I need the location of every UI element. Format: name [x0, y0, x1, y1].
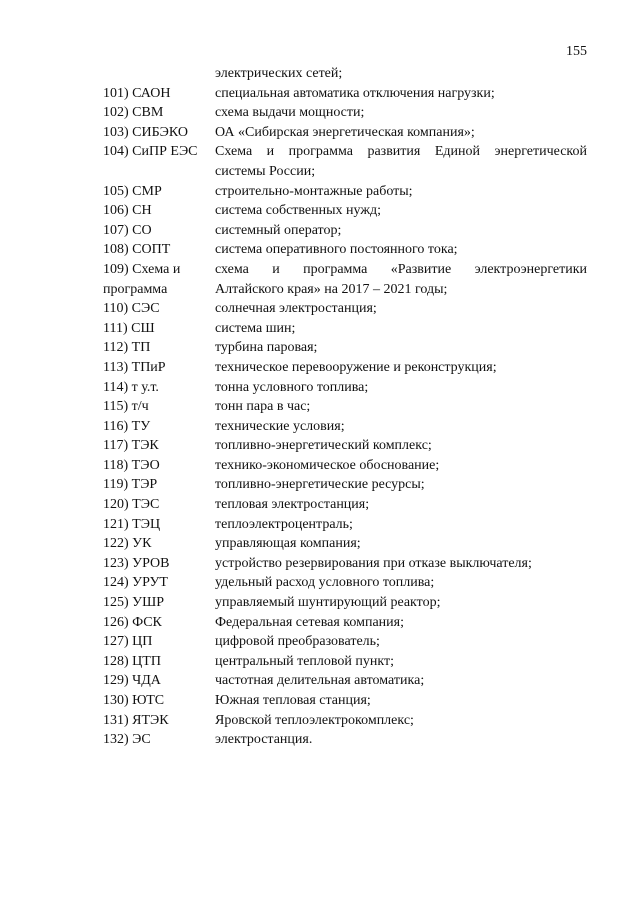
definition-line: Южная тепловая станция;	[215, 693, 371, 708]
abbreviation-definition	[215, 338, 587, 358]
abbreviation-definition	[215, 201, 587, 221]
abbreviation-term-line: 102) СВМ	[103, 105, 164, 121]
abbreviation-term	[103, 730, 215, 750]
abbreviation-term	[103, 182, 215, 202]
abbreviation-entry	[103, 613, 587, 633]
abbreviation-entry	[103, 417, 587, 437]
abbreviation-term-line: 109) Схема и	[103, 261, 181, 277]
continuation-text: электрических сетей;	[215, 66, 343, 81]
abbreviation-definition	[215, 632, 587, 652]
definition-line: система шин;	[215, 320, 296, 336]
abbreviation-term-line: 111) СШ	[103, 320, 155, 336]
definition-line: центральный тепловой пункт;	[215, 653, 395, 669]
definition-line: система оперативного постоянного тока;	[215, 242, 458, 258]
abbreviation-definition	[215, 397, 587, 417]
abbreviation-term-line: 127) ЦП	[103, 634, 153, 650]
abbreviation-entry	[103, 691, 587, 711]
abbreviation-definition	[215, 495, 587, 515]
abbreviation-term-line: 107) СО	[103, 222, 152, 238]
definition-line: устройство резервирования при отказе выключателя;	[215, 555, 532, 571]
definition-line: тепловая электростанция;	[215, 497, 370, 513]
abbreviation-term	[103, 319, 215, 339]
definition-line: удельный расход условного топлива;	[215, 575, 435, 591]
abbreviation-entry	[103, 730, 587, 750]
abbreviation-definition	[215, 221, 587, 241]
abbreviation-term	[103, 671, 215, 691]
abbreviation-term-line: 118) ТЭО	[103, 457, 160, 473]
abbreviation-term-line: 113) ТПиР	[103, 359, 166, 375]
abbreviation-entry	[103, 299, 587, 319]
abbreviation-definition	[215, 730, 587, 750]
abbreviation-definition	[215, 84, 587, 104]
abbreviation-term-line: 106) СН	[103, 203, 152, 219]
abbreviation-term-line: 126) ФСК	[103, 614, 162, 630]
definition-line: схема и программа «Развитие электроэнергетики	[215, 261, 587, 277]
page-number: 155	[566, 44, 587, 59]
abbreviation-definition	[215, 299, 587, 319]
abbreviation-entry	[103, 182, 587, 202]
abbreviation-term	[103, 417, 215, 437]
definition-line: система собственных нужд;	[215, 203, 382, 219]
abbreviation-entry	[103, 338, 587, 358]
abbreviation-term-line: 110) СЭС	[103, 301, 160, 317]
definition-line: частотная делительная автоматика;	[215, 673, 425, 689]
abbreviation-entry	[103, 593, 587, 613]
abbreviation-term	[103, 338, 215, 358]
definition-line: ОА «Сибирская энергетическая компания»;	[215, 124, 475, 140]
definition-line: тонн пара в час;	[215, 399, 311, 415]
abbreviation-definition	[215, 240, 587, 260]
abbreviation-term-line: 103) СИБЭКО	[103, 124, 188, 140]
abbreviation-term	[103, 103, 215, 123]
abbreviation-definition	[215, 671, 587, 691]
definition-line: теплоэлектроцентраль;	[215, 516, 353, 532]
definition-line: управляемый шунтирующий реактор;	[215, 595, 441, 611]
abbreviation-term-line: 101) САОН	[103, 85, 171, 101]
abbreviation-term	[103, 573, 215, 593]
abbreviation-entry	[103, 319, 587, 339]
abbreviation-list	[103, 64, 587, 750]
abbreviation-definition	[215, 378, 587, 398]
abbreviation-term-line: 124) УРУТ	[103, 575, 168, 591]
definition-line: системы России;	[215, 163, 316, 179]
definition-line: тонна условного топлива;	[215, 379, 369, 395]
abbreviation-term	[103, 554, 215, 574]
abbreviation-definition	[215, 691, 587, 711]
abbreviation-term	[103, 397, 215, 417]
abbreviation-term-line: 104) СиПР ЕЭС	[103, 144, 198, 160]
definition-line: электростанция.	[215, 732, 313, 748]
abbreviation-term-line: 115) т/ч	[103, 399, 149, 415]
abbreviation-definition	[215, 123, 587, 143]
abbreviation-entry	[103, 671, 587, 691]
abbreviation-term	[103, 711, 215, 731]
continuation-line	[103, 64, 587, 84]
abbreviation-entry	[103, 573, 587, 593]
definition-line: Схема и программа развития Единой энергетической	[215, 144, 587, 160]
abbreviation-definition	[215, 456, 587, 476]
definition-line: технико-экономическое обоснование;	[215, 457, 440, 473]
abbreviation-term	[103, 201, 215, 221]
abbreviation-entry	[103, 475, 587, 495]
definition-line: Федеральная сетевая компания;	[215, 614, 404, 630]
abbreviation-definition	[215, 711, 587, 731]
abbreviation-term	[103, 358, 215, 378]
definition-line: управляющая компания;	[215, 536, 361, 552]
abbreviation-entry	[103, 240, 587, 260]
abbreviation-term-line: 128) ЦТП	[103, 653, 161, 669]
definition-line: техническое перевооружение и реконструкция;	[215, 359, 497, 375]
abbreviation-term	[103, 475, 215, 495]
definition-line: топливно-энергетический комплекс;	[215, 438, 432, 454]
abbreviation-entry	[103, 397, 587, 417]
abbreviation-entry	[103, 201, 587, 221]
abbreviation-term-line: 117) ТЭК	[103, 438, 159, 454]
abbreviation-term	[103, 515, 215, 535]
abbreviation-term	[103, 593, 215, 613]
abbreviation-definition	[215, 417, 587, 437]
abbreviation-entry	[103, 554, 587, 574]
definition-line: Яровской теплоэлектрокомплекс;	[215, 712, 414, 728]
definition-line: специальная автоматика отключения нагрузки;	[215, 85, 495, 101]
abbreviation-term	[103, 613, 215, 633]
abbreviation-term-line: 129) ЧДА	[103, 673, 161, 689]
abbreviation-entry	[103, 456, 587, 476]
abbreviation-entry	[103, 358, 587, 378]
abbreviation-definition	[215, 475, 587, 495]
abbreviation-entry	[103, 123, 587, 143]
abbreviation-definition	[215, 534, 587, 554]
abbreviation-definition	[215, 319, 587, 339]
abbreviation-definition	[215, 573, 587, 593]
abbreviation-term	[103, 299, 215, 319]
definition-line: Алтайского края» на 2017 – 2021 годы;	[215, 281, 448, 297]
abbreviation-term	[103, 632, 215, 652]
abbreviation-term-line: 131) ЯТЭК	[103, 712, 169, 728]
abbreviation-definition	[215, 652, 587, 672]
abbreviation-term-line: 108) СОПТ	[103, 242, 171, 258]
abbreviation-term	[103, 495, 215, 515]
abbreviation-term-line: 116) ТУ	[103, 418, 151, 434]
abbreviation-term	[103, 240, 215, 260]
abbreviation-entry	[103, 436, 587, 456]
abbreviation-definition	[215, 436, 587, 456]
abbreviation-term	[103, 436, 215, 456]
abbreviation-term-line: 122) УК	[103, 536, 152, 552]
definition-line: цифровой преобразователь;	[215, 634, 380, 650]
abbreviation-entry	[103, 84, 587, 104]
abbreviation-term	[103, 84, 215, 104]
definition-line: системный оператор;	[215, 222, 342, 238]
abbreviation-term	[103, 260, 215, 299]
abbreviation-term-line: 120) ТЭС	[103, 497, 160, 513]
abbreviation-entry	[103, 378, 587, 398]
abbreviation-entry	[103, 260, 587, 299]
abbreviation-entry	[103, 142, 587, 181]
abbreviation-term-line: 119) ТЭР	[103, 477, 158, 493]
abbreviation-term	[103, 123, 215, 143]
abbreviation-term-line: 114) т у.т.	[103, 379, 159, 395]
abbreviation-term-line: 121) ТЭЦ	[103, 516, 161, 532]
abbreviation-term-line: 130) ЮТС	[103, 693, 165, 708]
abbreviation-entry	[103, 652, 587, 672]
abbreviation-term	[103, 456, 215, 476]
abbreviation-term-line: 123) УРОВ	[103, 555, 170, 571]
abbreviation-entry	[103, 515, 587, 535]
abbreviation-entry	[103, 711, 587, 731]
abbreviation-entry	[103, 495, 587, 515]
abbreviation-term	[103, 691, 215, 711]
abbreviation-definition	[215, 142, 587, 181]
definition-line: турбина паровая;	[215, 340, 318, 356]
abbreviation-term	[103, 378, 215, 398]
abbreviation-term	[103, 652, 215, 672]
abbreviation-definition	[215, 103, 587, 123]
definition-line: солнечная электростанция;	[215, 301, 377, 317]
abbreviation-entry	[103, 632, 587, 652]
abbreviation-entry	[103, 221, 587, 241]
abbreviation-definition	[215, 515, 587, 535]
abbreviation-term-line: 132) ЭС	[103, 732, 151, 748]
abbreviation-definition	[215, 593, 587, 613]
abbreviation-term	[103, 221, 215, 241]
abbreviation-term-line: программа	[103, 281, 168, 297]
abbreviation-definition	[215, 260, 587, 299]
abbreviation-term	[103, 534, 215, 554]
abbreviation-entry	[103, 103, 587, 123]
abbreviation-term-line: 112) ТП	[103, 340, 151, 356]
definition-line: технические условия;	[215, 418, 345, 434]
abbreviation-entry	[103, 534, 587, 554]
abbreviation-term	[103, 142, 215, 181]
abbreviation-term-line: 105) СМР	[103, 183, 162, 199]
definition-line: строительно-монтажные работы;	[215, 183, 413, 199]
abbreviation-definition	[215, 358, 587, 378]
abbreviation-definition	[215, 554, 587, 574]
abbreviation-definition	[215, 613, 587, 633]
abbreviation-term-line: 125) УШР	[103, 595, 164, 611]
definition-line: схема выдачи мощности;	[215, 105, 365, 121]
abbreviation-definition	[215, 182, 587, 202]
definition-line: топливно-энергетические ресурсы;	[215, 477, 425, 493]
